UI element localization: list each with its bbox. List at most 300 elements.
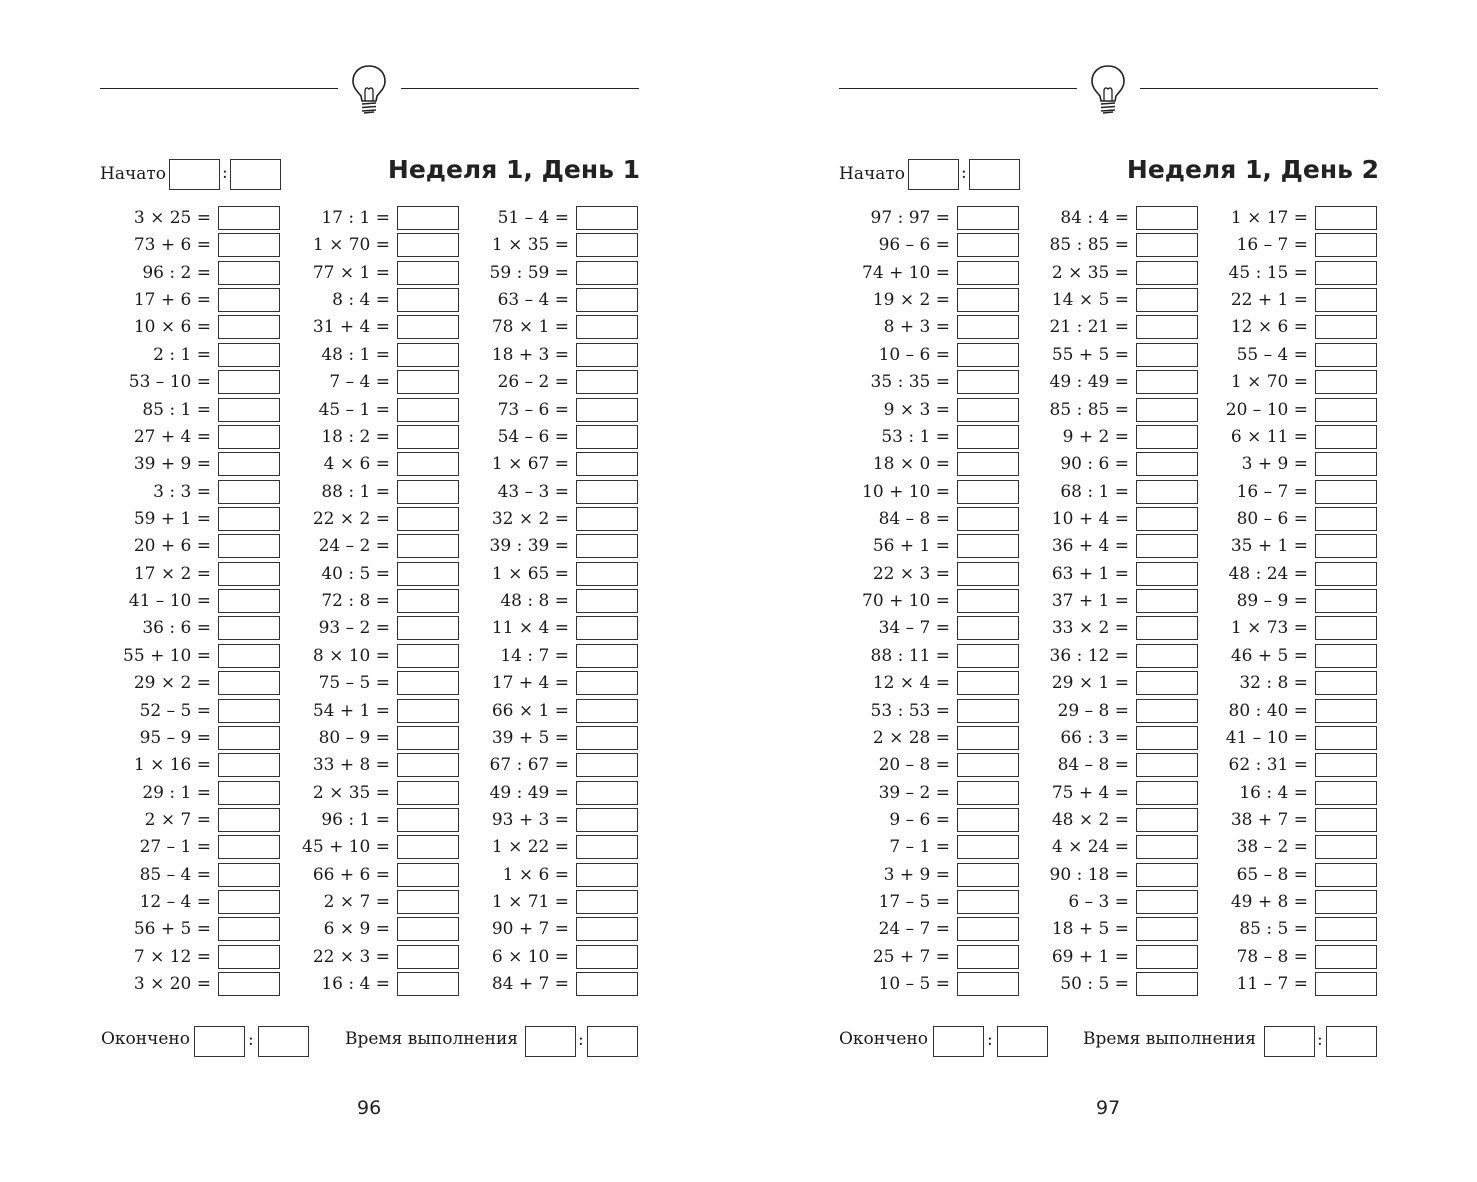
- answer-box[interactable]: [1136, 644, 1198, 668]
- answer-box[interactable]: [576, 644, 638, 668]
- answer-box[interactable]: [957, 616, 1019, 640]
- answer-box[interactable]: [576, 699, 638, 723]
- problem-row: [1207, 507, 1377, 531]
- answer-box[interactable]: [397, 398, 459, 422]
- answer-box[interactable]: [218, 863, 280, 887]
- problem-row: [468, 398, 638, 422]
- problem-expression: 2 : 1 =: [153, 344, 211, 365]
- problem-row: [289, 480, 459, 504]
- answer-box[interactable]: [1136, 616, 1198, 640]
- answer-box[interactable]: [397, 616, 459, 640]
- problem-row: [110, 343, 280, 367]
- answer-box[interactable]: [218, 671, 280, 695]
- answer-box[interactable]: [576, 726, 638, 750]
- duration-minutes-box[interactable]: [1264, 1026, 1315, 1057]
- problem-row: [1207, 835, 1377, 859]
- answer-box[interactable]: [1136, 753, 1198, 777]
- problem-expression: 3 × 20 =: [133, 974, 211, 995]
- answer-box[interactable]: [1315, 315, 1377, 339]
- answer-box[interactable]: [1315, 480, 1377, 504]
- answer-box[interactable]: [1315, 507, 1377, 531]
- answer-box[interactable]: [1136, 343, 1198, 367]
- problem-row: [468, 616, 638, 640]
- answer-box[interactable]: [397, 671, 459, 695]
- answer-box[interactable]: [957, 288, 1019, 312]
- duration-label: Время выполнения: [345, 1029, 519, 1049]
- answer-box[interactable]: [218, 835, 280, 859]
- problem-expression: 90 : 6 =: [1060, 454, 1129, 475]
- answer-box[interactable]: [397, 233, 459, 257]
- problem-row: [1028, 343, 1198, 367]
- answer-box[interactable]: [957, 425, 1019, 449]
- problem-expression: 18 × 0 =: [872, 454, 950, 475]
- answer-box[interactable]: [1315, 972, 1377, 996]
- answer-box[interactable]: [576, 261, 638, 285]
- problem-row: [110, 835, 280, 859]
- problem-expression: 31 + 4 =: [312, 317, 390, 338]
- answer-box[interactable]: [576, 480, 638, 504]
- answer-box[interactable]: [1136, 315, 1198, 339]
- answer-box[interactable]: [1136, 726, 1198, 750]
- start-minutes-box[interactable]: [230, 159, 281, 190]
- problem-row: [110, 616, 280, 640]
- finish-minutes-box[interactable]: [258, 1026, 309, 1057]
- answer-box[interactable]: [576, 425, 638, 449]
- answer-box[interactable]: [397, 972, 459, 996]
- problem-expression: 75 + 4 =: [1051, 782, 1129, 803]
- header-rule-right: [401, 88, 639, 89]
- answer-box[interactable]: [218, 945, 280, 969]
- answer-box[interactable]: [957, 315, 1019, 339]
- problem-expression: 45 – 1 =: [318, 399, 390, 420]
- problem-expression: 85 – 4 =: [139, 864, 211, 885]
- answer-box[interactable]: [576, 863, 638, 887]
- answer-box[interactable]: [218, 753, 280, 777]
- problem-expression: 39 : 39 =: [489, 536, 569, 557]
- answer-box[interactable]: [1136, 480, 1198, 504]
- answer-box[interactable]: [1315, 863, 1377, 887]
- answer-box[interactable]: [1315, 562, 1377, 586]
- answer-box[interactable]: [1315, 835, 1377, 859]
- answer-box[interactable]: [957, 726, 1019, 750]
- problem-expression: 3 + 9 =: [883, 864, 950, 885]
- problem-expression: 33 + 8 =: [312, 755, 390, 776]
- problem-expression: 4 × 6 =: [323, 454, 390, 475]
- answer-box[interactable]: [576, 917, 638, 941]
- problem-expression: 1 × 6 =: [502, 864, 569, 885]
- problem-expression: 1 × 73 =: [1230, 618, 1308, 639]
- problem-expression: 36 + 4 =: [1051, 536, 1129, 557]
- answer-box[interactable]: [397, 753, 459, 777]
- answer-box[interactable]: [576, 288, 638, 312]
- answer-box[interactable]: [1315, 589, 1377, 613]
- answer-box[interactable]: [1315, 398, 1377, 422]
- answer-box[interactable]: [1315, 890, 1377, 914]
- answer-box[interactable]: [1136, 206, 1198, 230]
- answer-box[interactable]: [397, 644, 459, 668]
- answer-box[interactable]: [576, 343, 638, 367]
- answer-box[interactable]: [1315, 808, 1377, 832]
- problem-row: [1207, 808, 1377, 832]
- problem-expression: 2 × 35 =: [1051, 262, 1129, 283]
- answer-box[interactable]: [397, 726, 459, 750]
- answer-box[interactable]: [576, 534, 638, 558]
- problem-row: [849, 917, 1019, 941]
- problem-row: [110, 562, 280, 586]
- problem-expression: 19 × 2 =: [872, 290, 950, 311]
- answer-box[interactable]: [1315, 425, 1377, 449]
- answer-box[interactable]: [1136, 534, 1198, 558]
- answer-box[interactable]: [218, 917, 280, 941]
- answer-box[interactable]: [576, 398, 638, 422]
- problem-row: [110, 480, 280, 504]
- answer-box[interactable]: [957, 945, 1019, 969]
- problem-row: [1028, 972, 1198, 996]
- start-minutes-box[interactable]: [969, 159, 1020, 190]
- answer-box[interactable]: [218, 206, 280, 230]
- answer-box[interactable]: [1136, 808, 1198, 832]
- problem-expression: 72 : 8 =: [321, 591, 390, 611]
- answer-box[interactable]: [576, 507, 638, 531]
- answer-box[interactable]: [218, 781, 280, 805]
- answer-box[interactable]: [397, 562, 459, 586]
- start-hours-box[interactable]: [169, 159, 220, 190]
- answer-box[interactable]: [1136, 562, 1198, 586]
- answer-box[interactable]: [1315, 288, 1377, 312]
- problem-expression: 12 × 6 =: [1230, 317, 1308, 338]
- answer-box[interactable]: [397, 343, 459, 367]
- answer-box[interactable]: [218, 534, 280, 558]
- problem-expression: 55 + 10 =: [123, 645, 211, 666]
- answer-box[interactable]: [576, 945, 638, 969]
- answer-box[interactable]: [576, 452, 638, 476]
- answer-box[interactable]: [218, 808, 280, 832]
- answer-box[interactable]: [397, 425, 459, 449]
- answer-box[interactable]: [576, 781, 638, 805]
- answer-box[interactable]: [397, 534, 459, 558]
- answer-box[interactable]: [397, 315, 459, 339]
- answer-box[interactable]: [957, 589, 1019, 613]
- problem-expression: 3 × 25 =: [133, 208, 211, 228]
- answer-box[interactable]: [576, 315, 638, 339]
- problem-row: [110, 425, 280, 449]
- answer-box[interactable]: [1136, 425, 1198, 449]
- problem-row: [1028, 589, 1198, 613]
- problem-row: [849, 808, 1019, 832]
- problem-expression: 17 – 5 =: [878, 892, 950, 912]
- problem-row: [1028, 726, 1198, 750]
- answer-box[interactable]: [957, 562, 1019, 586]
- answer-box[interactable]: [1315, 370, 1377, 394]
- answer-box[interactable]: [957, 644, 1019, 668]
- answer-box[interactable]: [957, 507, 1019, 531]
- problem-row: [289, 644, 459, 668]
- answer-box[interactable]: [1315, 917, 1377, 941]
- answer-box[interactable]: [1136, 863, 1198, 887]
- problem-expression: 16 : 4 =: [1239, 782, 1308, 803]
- answer-box[interactable]: [218, 890, 280, 914]
- answer-box[interactable]: [1136, 671, 1198, 695]
- problem-row: [468, 425, 638, 449]
- finish-hours-box[interactable]: [194, 1026, 245, 1057]
- answer-box[interactable]: [218, 589, 280, 613]
- problem-expression: 2 × 28 =: [872, 727, 950, 748]
- problem-row: [289, 699, 459, 723]
- problem-row: [849, 863, 1019, 887]
- problem-row: [468, 644, 638, 668]
- answer-box[interactable]: [576, 562, 638, 586]
- problem-row: [468, 945, 638, 969]
- answer-box[interactable]: [576, 972, 638, 996]
- answer-box[interactable]: [397, 781, 459, 805]
- answer-box[interactable]: [397, 507, 459, 531]
- problem-row: [468, 261, 638, 285]
- problem-expression: 7 – 4 =: [329, 372, 390, 393]
- answer-box[interactable]: [397, 370, 459, 394]
- answer-box[interactable]: [576, 808, 638, 832]
- answer-box[interactable]: [218, 288, 280, 312]
- problem-row: [468, 507, 638, 531]
- problem-expression: 22 + 1 =: [1230, 290, 1308, 311]
- answer-box[interactable]: [576, 370, 638, 394]
- answer-box[interactable]: [957, 343, 1019, 367]
- problem-row: [468, 233, 638, 257]
- answer-box[interactable]: [1315, 343, 1377, 367]
- answer-box[interactable]: [1136, 781, 1198, 805]
- problem-expression: 74 + 10 =: [862, 262, 950, 283]
- problem-row: [289, 589, 459, 613]
- problem-row: [110, 233, 280, 257]
- answer-box[interactable]: [1315, 945, 1377, 969]
- finish-hours-box[interactable]: [933, 1026, 984, 1057]
- answer-box[interactable]: [1315, 699, 1377, 723]
- answer-box[interactable]: [1136, 398, 1198, 422]
- answer-box[interactable]: [218, 699, 280, 723]
- problem-expression: 38 + 7 =: [1230, 809, 1308, 830]
- problem-expression: 51 – 4 =: [497, 208, 569, 228]
- problem-row: [468, 288, 638, 312]
- problem-expression: 26 – 2 =: [497, 372, 569, 393]
- answer-box[interactable]: [957, 261, 1019, 285]
- problem-expression: 93 – 2 =: [318, 618, 390, 639]
- answer-box[interactable]: [397, 452, 459, 476]
- day-title: Неделя 1, День 2: [1126, 155, 1379, 184]
- answer-box[interactable]: [957, 534, 1019, 558]
- problem-expression: 10 × 6 =: [133, 317, 211, 338]
- problem-expression: 54 – 6 =: [497, 426, 569, 447]
- answer-box[interactable]: [957, 452, 1019, 476]
- answer-box[interactable]: [1136, 835, 1198, 859]
- answer-box[interactable]: [1136, 370, 1198, 394]
- answer-box[interactable]: [1136, 972, 1198, 996]
- answer-box[interactable]: [957, 753, 1019, 777]
- problem-expression: 17 + 4 =: [491, 673, 569, 694]
- problem-expression: 53 – 10 =: [128, 372, 211, 393]
- problem-row: [849, 890, 1019, 914]
- problem-expression: 62 : 31 =: [1228, 755, 1308, 776]
- answer-box[interactable]: [397, 917, 459, 941]
- answer-box[interactable]: [397, 835, 459, 859]
- problem-row: [1207, 233, 1377, 257]
- answer-box[interactable]: [576, 753, 638, 777]
- finish-minutes-box[interactable]: [997, 1026, 1048, 1057]
- answer-box[interactable]: [218, 452, 280, 476]
- answer-box[interactable]: [218, 343, 280, 367]
- answer-box[interactable]: [576, 835, 638, 859]
- answer-box[interactable]: [1315, 644, 1377, 668]
- answer-box[interactable]: [1136, 589, 1198, 613]
- answer-box[interactable]: [957, 972, 1019, 996]
- answer-box[interactable]: [397, 261, 459, 285]
- problem-expression: 6 × 11 =: [1230, 426, 1308, 447]
- problem-row: [468, 917, 638, 941]
- answer-box[interactable]: [218, 315, 280, 339]
- problem-expression: 1 × 35 =: [491, 235, 569, 256]
- problem-expression: 84 : 4 =: [1060, 208, 1129, 228]
- answer-box[interactable]: [576, 589, 638, 613]
- problem-row: [110, 945, 280, 969]
- duration-seconds-box[interactable]: [587, 1026, 638, 1057]
- problem-row: [1207, 261, 1377, 285]
- answer-box[interactable]: [397, 206, 459, 230]
- answer-box[interactable]: [957, 233, 1019, 257]
- start-hours-box[interactable]: [908, 159, 959, 190]
- answer-box[interactable]: [1315, 261, 1377, 285]
- problem-expression: 56 + 1 =: [872, 536, 950, 557]
- finish-label: Окончено: [839, 1029, 928, 1049]
- problem-expression: 6 × 10 =: [491, 946, 569, 967]
- problem-row: [110, 808, 280, 832]
- answer-box[interactable]: [957, 781, 1019, 805]
- problem-expression: 1 × 70 =: [1230, 372, 1308, 393]
- problem-expression: 45 + 10 =: [302, 837, 390, 858]
- answer-box[interactable]: [218, 233, 280, 257]
- problem-expression: 18 + 3 =: [491, 344, 569, 365]
- problem-expression: 29 × 1 =: [1051, 673, 1129, 694]
- problem-expression: 22 × 3 =: [312, 946, 390, 967]
- problem-expression: 85 : 85 =: [1049, 235, 1129, 256]
- answer-box[interactable]: [397, 945, 459, 969]
- problem-expression: 90 : 18 =: [1049, 864, 1129, 885]
- answer-box[interactable]: [957, 671, 1019, 695]
- problem-expression: 66 + 6 =: [312, 864, 390, 885]
- answer-box[interactable]: [218, 398, 280, 422]
- answer-box[interactable]: [1136, 452, 1198, 476]
- answer-box[interactable]: [397, 890, 459, 914]
- answer-box[interactable]: [218, 261, 280, 285]
- problem-row: [110, 288, 280, 312]
- answer-box[interactable]: [218, 562, 280, 586]
- answer-box[interactable]: [957, 808, 1019, 832]
- answer-box[interactable]: [1136, 699, 1198, 723]
- problem-row: [110, 644, 280, 668]
- problem-expression: 53 : 1 =: [881, 426, 950, 447]
- lightbulb-icon: [350, 64, 388, 116]
- answer-box[interactable]: [1315, 753, 1377, 777]
- duration-minutes-box[interactable]: [525, 1026, 576, 1057]
- answer-box[interactable]: [397, 288, 459, 312]
- problem-row: [1207, 206, 1377, 230]
- answer-box[interactable]: [957, 398, 1019, 422]
- answer-box[interactable]: [1315, 726, 1377, 750]
- problem-row: [1028, 507, 1198, 531]
- answer-box[interactable]: [957, 480, 1019, 504]
- answer-box[interactable]: [218, 507, 280, 531]
- answer-box[interactable]: [397, 808, 459, 832]
- answer-box[interactable]: [576, 206, 638, 230]
- answer-box[interactable]: [1136, 261, 1198, 285]
- answer-box[interactable]: [218, 644, 280, 668]
- duration-seconds-box[interactable]: [1326, 1026, 1377, 1057]
- problem-row: [849, 835, 1019, 859]
- answer-box[interactable]: [1136, 890, 1198, 914]
- problem-expression: 49 + 8 =: [1230, 892, 1308, 912]
- problem-row: [289, 288, 459, 312]
- problem-row: [468, 863, 638, 887]
- problem-expression: 10 + 4 =: [1051, 509, 1129, 529]
- answer-box[interactable]: [576, 616, 638, 640]
- problem-expression: 59 : 59 =: [489, 262, 569, 283]
- answer-box[interactable]: [218, 616, 280, 640]
- answer-box[interactable]: [397, 699, 459, 723]
- problem-expression: 63 + 1 =: [1051, 563, 1129, 584]
- answer-box[interactable]: [1136, 945, 1198, 969]
- answer-box[interactable]: [957, 835, 1019, 859]
- lightbulb-icon: [1089, 64, 1127, 116]
- answer-box[interactable]: [576, 233, 638, 257]
- answer-box[interactable]: [218, 726, 280, 750]
- answer-box[interactable]: [1315, 781, 1377, 805]
- answer-box[interactable]: [1136, 507, 1198, 531]
- answer-box[interactable]: [576, 671, 638, 695]
- answer-box[interactable]: [218, 370, 280, 394]
- answer-box[interactable]: [957, 890, 1019, 914]
- problem-row: [289, 370, 459, 394]
- problem-expression: 16 : 4 =: [321, 974, 390, 995]
- problem-row: [849, 398, 1019, 422]
- answer-box[interactable]: [1315, 534, 1377, 558]
- problem-expression: 36 : 12 =: [1049, 645, 1129, 666]
- problem-expression: 36 : 6 =: [142, 618, 211, 639]
- problem-expression: 43 – 3 =: [497, 481, 569, 502]
- answer-box[interactable]: [957, 206, 1019, 230]
- answer-box[interactable]: [218, 425, 280, 449]
- answer-box[interactable]: [1136, 288, 1198, 312]
- answer-box[interactable]: [1315, 671, 1377, 695]
- problem-expression: 20 – 8 =: [878, 755, 950, 776]
- answer-box[interactable]: [1315, 616, 1377, 640]
- answer-box[interactable]: [1136, 917, 1198, 941]
- answer-box[interactable]: [957, 699, 1019, 723]
- answer-box[interactable]: [1315, 233, 1377, 257]
- answer-box[interactable]: [397, 863, 459, 887]
- answer-box[interactable]: [218, 972, 280, 996]
- answer-box[interactable]: [1136, 233, 1198, 257]
- answer-box[interactable]: [1315, 206, 1377, 230]
- problem-row: [289, 945, 459, 969]
- problem-row: [1207, 945, 1377, 969]
- answer-box[interactable]: [397, 480, 459, 504]
- answer-box[interactable]: [957, 917, 1019, 941]
- problem-row: [468, 370, 638, 394]
- answer-box[interactable]: [218, 480, 280, 504]
- answer-box[interactable]: [397, 589, 459, 613]
- answer-box[interactable]: [576, 890, 638, 914]
- answer-box[interactable]: [957, 863, 1019, 887]
- answer-box[interactable]: [957, 370, 1019, 394]
- answer-box[interactable]: [1315, 452, 1377, 476]
- problem-row: [849, 233, 1019, 257]
